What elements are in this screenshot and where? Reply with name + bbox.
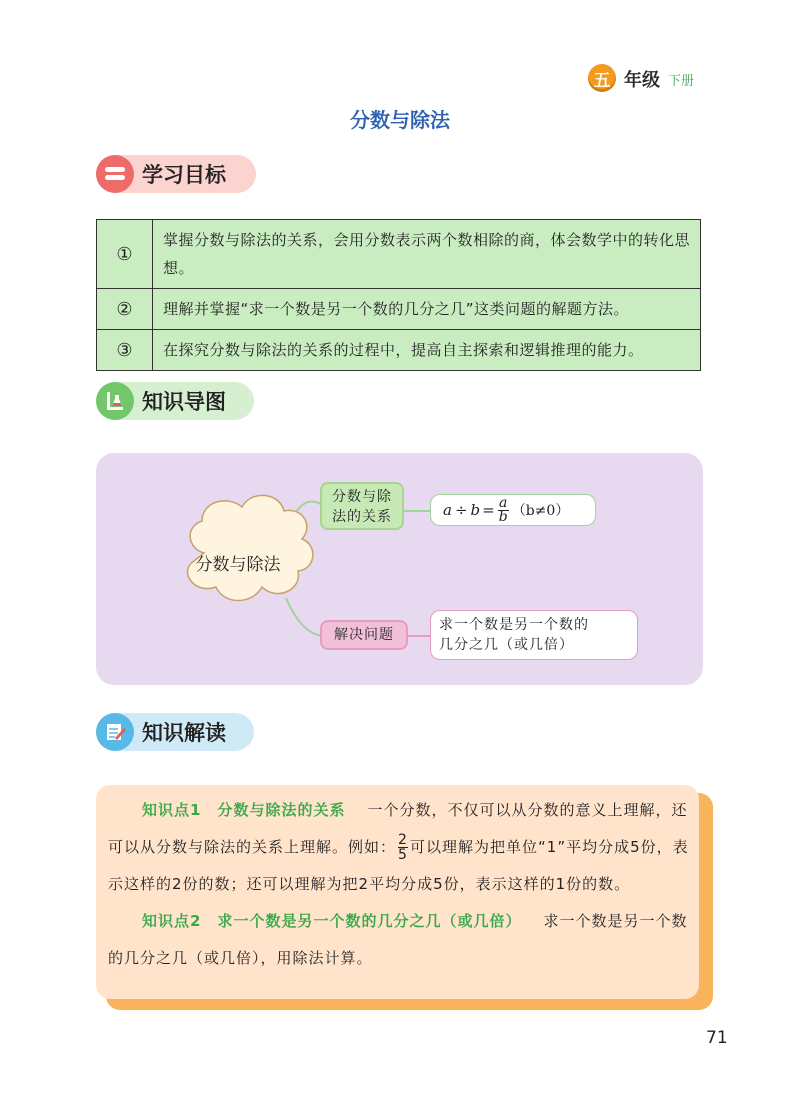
flask-icon xyxy=(96,382,134,420)
goal-number: ② xyxy=(97,289,153,330)
formula-box xyxy=(430,494,596,526)
table-row xyxy=(97,220,701,289)
problem-box xyxy=(430,610,638,660)
section-heading-reading xyxy=(96,713,254,751)
grade-badge: 五 xyxy=(588,64,616,92)
fraction-numerator: a xyxy=(499,494,508,511)
formula-a: a xyxy=(443,501,452,519)
node-line: 分数与除 xyxy=(332,489,392,505)
page-number: 71 xyxy=(706,1028,728,1048)
goal-text: 在探究分数与除法的关系的过程中，提高自主探索和逻辑推理的能力。 xyxy=(153,330,701,371)
book-icon xyxy=(96,155,134,193)
knowledge-point-1 xyxy=(108,792,692,903)
goal-text: 理解并掌握“求一个数是另一个数的几分之几”这类问题的解题方法。 xyxy=(153,289,701,330)
fraction-denominator: b xyxy=(498,508,508,525)
page-title: 分数与除法 xyxy=(350,108,450,132)
kp1-text-a: 一个分数，不仅可以从分数的意义上理解，还可以从分数与除法的关系上理解。例如： xyxy=(108,801,688,856)
table-row xyxy=(97,330,701,371)
goal-number: ① xyxy=(97,220,153,289)
fraction-denominator: 5 xyxy=(398,847,408,863)
grade-label: 年级 xyxy=(624,70,660,91)
goal-text: 掌握分数与除法的关系，会用分数表示两个数相除的商，体会数学中的转化思想。 xyxy=(153,220,701,289)
formula-b: b xyxy=(470,501,481,519)
kp1-fraction xyxy=(398,833,408,862)
goal-number: ③ xyxy=(97,330,153,371)
kp2-text: 求一个数是另一个数的几分之几（或几倍），用除法计算。 xyxy=(108,912,688,967)
formula-condition: （b≠0） xyxy=(511,503,570,519)
kp1-title: 知识点1 分数与除法的关系 xyxy=(142,801,346,819)
grade-sub-label: 下册 xyxy=(668,74,695,89)
mindmap-node-relation xyxy=(320,482,404,530)
goals-table xyxy=(96,219,701,371)
section-heading-goals-label: 学习目标 xyxy=(142,163,226,187)
mindmap-root: 分数与除法 xyxy=(195,555,281,575)
formula-fraction xyxy=(498,494,509,525)
problem-line: 几分之几（或几倍） xyxy=(439,637,574,653)
knowledge-point-2 xyxy=(108,903,692,977)
formula-eq: = xyxy=(482,501,495,519)
fraction-numerator: 2 xyxy=(398,832,408,848)
kp1-text-b: 可以理解为把单位“1”平均分成5份，表示这样的2份的数；还可以理解为把2平均分成5份，表示这样的1份的数。 xyxy=(108,838,689,893)
problem-line: 求一个数是另一个数的 xyxy=(439,617,589,633)
formula-div: ÷ xyxy=(454,501,468,519)
mindmap-node-problem: 解决问题 xyxy=(320,620,408,650)
cloud-shape xyxy=(188,495,313,600)
node-line: 法的关系 xyxy=(332,509,392,525)
reading-text xyxy=(108,792,692,977)
connector-line xyxy=(286,598,322,636)
table-row xyxy=(97,289,701,330)
section-heading-goals xyxy=(96,155,256,193)
kp2-title: 知识点2 求一个数是另一个数的几分之几（或几倍） xyxy=(142,912,522,930)
section-heading-map xyxy=(96,382,254,420)
section-heading-map-label: 知识导图 xyxy=(142,390,226,414)
section-heading-reading-label: 知识解读 xyxy=(142,721,226,745)
notebook-pencil-icon xyxy=(96,713,134,751)
